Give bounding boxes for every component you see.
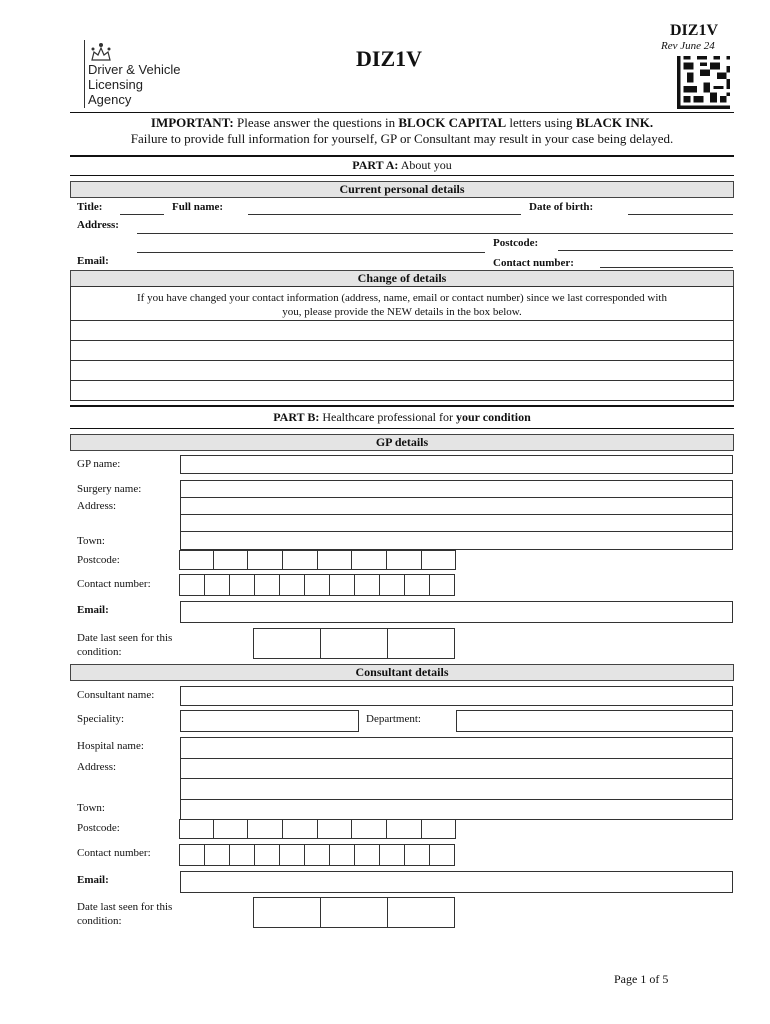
consultant-email-input[interactable]: [180, 871, 733, 893]
current-personal-details-header: Current personal details: [70, 181, 734, 198]
speciality-label: Speciality:: [77, 713, 125, 725]
gp-postcode-cells[interactable]: [180, 550, 456, 570]
address-label: Address:: [77, 219, 119, 231]
speciality-input[interactable]: [180, 710, 359, 732]
title-label: Title:: [77, 201, 103, 213]
consultant-name-input[interactable]: [180, 686, 733, 706]
revision-label: Rev June 24: [661, 40, 715, 52]
page-number: Page 1 of 5: [614, 972, 669, 986]
gp-contact-number-label: Contact number:: [77, 578, 151, 590]
consultant-address-label: Address:: [77, 761, 117, 773]
department-label: Department:: [366, 713, 421, 725]
part-a-rule-bottom: [70, 175, 734, 176]
hospital-name-label: Hospital name:: [77, 740, 144, 752]
dob-label: Date of birth:: [529, 201, 594, 213]
gp-name-input[interactable]: [180, 455, 733, 474]
contact-number-label: Contact number:: [493, 257, 574, 269]
address-field-line1[interactable]: [137, 233, 733, 234]
header-rule: [70, 112, 734, 113]
consultant-contact-number-label: Contact number:: [77, 847, 151, 859]
important-notice: IMPORTANT: Please answer the questions in BLOCK CAPITAL letters using BLACK INK. Failure to provide full information for yourself, GP or Consultant may result in your case being delayed.: [130, 115, 674, 146]
surgery-name-input[interactable]: [180, 480, 733, 498]
gp-name-label: GP name:: [77, 458, 121, 470]
consultant-address-input-2[interactable]: [180, 778, 733, 800]
fullname-label: Full name:: [172, 201, 224, 213]
surgery-name-label: Surgery name:: [77, 483, 142, 495]
consultant-date-last-seen-cells[interactable]: [254, 897, 455, 928]
form-code-top: DIZ1V: [670, 22, 719, 39]
contact-number-field[interactable]: [600, 267, 733, 268]
consultant-town-input[interactable]: [180, 799, 733, 820]
hospital-name-input[interactable]: [180, 737, 733, 759]
change-of-details-box[interactable]: [70, 286, 734, 401]
agency-name: Driver & Vehicle Licensing Agency: [88, 62, 181, 107]
part-b-rule-bottom: [70, 428, 734, 429]
gp-email-label: Email:: [77, 604, 109, 616]
part-a-rule: [70, 155, 734, 157]
consultant-name-label: Consultant name:: [77, 689, 155, 701]
part-a-heading: PART A: About you: [352, 158, 452, 172]
email-label: Email:: [77, 255, 109, 267]
department-input[interactable]: [456, 710, 733, 732]
address-field-line2[interactable]: [137, 252, 485, 253]
change-of-details-header: Change of details: [70, 270, 734, 287]
postcode-field[interactable]: [558, 250, 733, 251]
logo-divider: [84, 40, 85, 108]
consultant-email-label: Email:: [77, 874, 109, 886]
gp-details-header: GP details: [70, 434, 734, 451]
title-field[interactable]: [120, 214, 164, 215]
form-title: DIZ1V: [356, 46, 423, 71]
gp-postcode-label: Postcode:: [77, 554, 120, 566]
consultant-town-label: Town:: [77, 802, 105, 814]
postcode-label: Postcode:: [493, 237, 539, 249]
consultant-contact-number-cells[interactable]: [180, 844, 455, 866]
dob-field[interactable]: [628, 214, 733, 215]
consultant-address-input-1[interactable]: [180, 758, 733, 779]
gp-email-input[interactable]: [180, 601, 733, 623]
gp-address-input-2[interactable]: [180, 514, 733, 532]
gp-contact-number-cells[interactable]: [180, 574, 455, 596]
gp-date-last-seen-label: Date last seen for this condition:: [77, 632, 173, 658]
gp-date-last-seen-cells[interactable]: [254, 628, 455, 659]
part-b-rule: [70, 405, 734, 407]
consultant-details-header: Consultant details: [70, 664, 734, 681]
barcode-icon: [677, 56, 730, 109]
consultant-postcode-label: Postcode:: [77, 822, 120, 834]
consultant-date-last-seen-label: Date last seen for this condition:: [77, 901, 173, 927]
gp-town-input[interactable]: [180, 531, 733, 550]
gp-address-label: Address:: [77, 500, 117, 512]
royal-crest-icon: [88, 40, 114, 62]
gp-town-label: Town:: [77, 535, 105, 547]
fullname-field[interactable]: [248, 214, 521, 215]
consultant-postcode-cells[interactable]: [180, 819, 456, 839]
gp-address-input-1[interactable]: [180, 497, 733, 515]
change-of-details-instructions: If you have changed your contact information (address, name, email or contact number) since we last corresponded with you, please provide the NEW details in the box below.: [137, 292, 667, 318]
part-b-heading: PART B: Healthcare professional for your condition: [273, 410, 531, 424]
